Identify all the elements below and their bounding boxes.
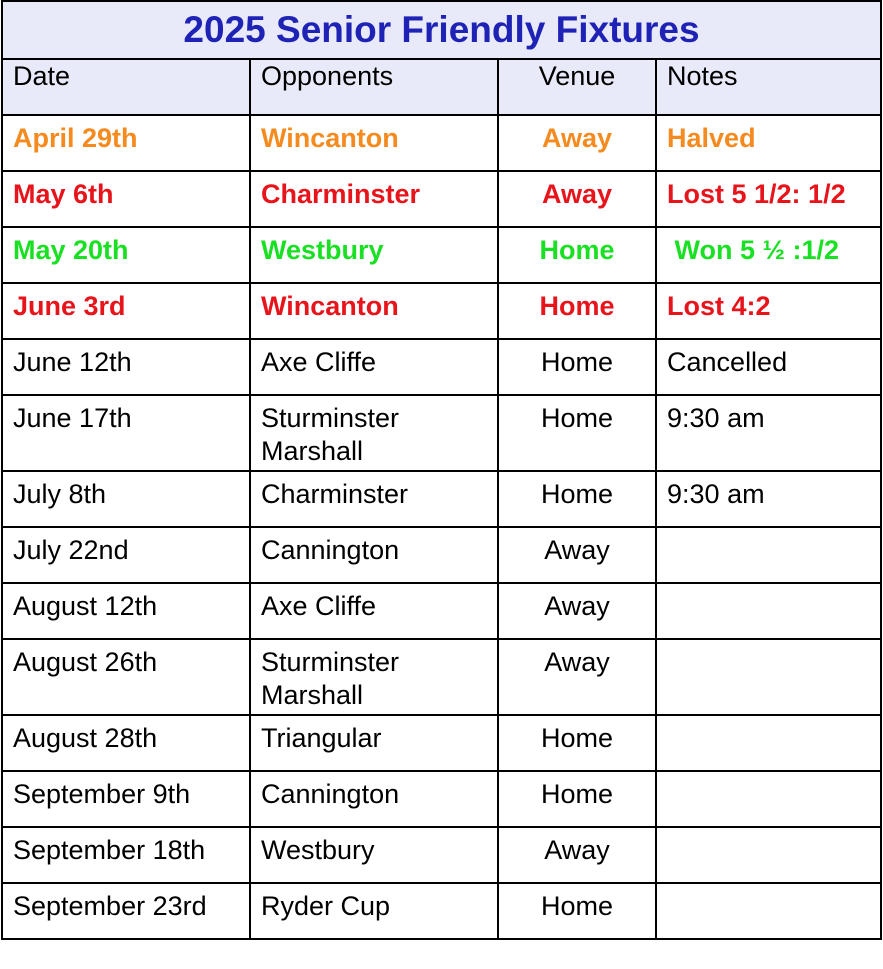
header-row <box>2 59 881 115</box>
fixture-venue: Home <box>498 395 656 471</box>
fixture-notes <box>656 827 881 883</box>
fixture-notes: Lost 4:2 <box>656 283 881 339</box>
fixture-notes: 9:30 am <box>656 471 881 527</box>
fixture-opponents: Cannington <box>250 527 498 583</box>
fixture-notes: Cancelled <box>656 339 881 395</box>
fixture-notes <box>656 715 881 771</box>
fixture-venue: Away <box>498 827 656 883</box>
fixtures-table <box>1 0 882 940</box>
table-row <box>2 115 881 171</box>
table-row <box>2 883 881 939</box>
fixture-notes <box>656 771 881 827</box>
fixture-date: April 29th <box>2 115 250 171</box>
fixture-notes: 9:30 am <box>656 395 881 471</box>
fixture-date: June 17th <box>2 395 250 471</box>
table-row <box>2 283 881 339</box>
fixture-opponents: Cannington <box>250 771 498 827</box>
fixture-notes <box>656 883 881 939</box>
table-row <box>2 171 881 227</box>
fixture-opponents: Axe Cliffe <box>250 583 498 639</box>
fixture-opponents: Westbury <box>250 227 498 283</box>
fixture-date: August 12th <box>2 583 250 639</box>
table-row <box>2 715 881 771</box>
table-row <box>2 339 881 395</box>
fixture-notes: Halved <box>656 115 881 171</box>
fixture-date: June 3rd <box>2 283 250 339</box>
fixture-opponents: Triangular <box>250 715 498 771</box>
fixture-venue: Away <box>498 171 656 227</box>
fixture-date: September 18th <box>2 827 250 883</box>
table-row <box>2 583 881 639</box>
fixture-venue: Home <box>498 771 656 827</box>
fixture-venue: Home <box>498 283 656 339</box>
fixture-date: August 28th <box>2 715 250 771</box>
fixture-date: June 12th <box>2 339 250 395</box>
fixture-notes <box>656 527 881 583</box>
fixture-date: July 22nd <box>2 527 250 583</box>
table-row <box>2 827 881 883</box>
title-row <box>2 1 881 59</box>
fixture-opponents: Sturminster Marshall <box>250 395 498 471</box>
fixture-opponents: Wincanton <box>250 115 498 171</box>
header-notes: Notes <box>656 59 881 115</box>
fixture-date: May 20th <box>2 227 250 283</box>
header-venue: Venue <box>498 59 656 115</box>
fixture-opponents: Charminster <box>250 171 498 227</box>
fixture-venue: Home <box>498 227 656 283</box>
table-row <box>2 771 881 827</box>
fixture-date: August 26th <box>2 639 250 715</box>
table-row <box>2 471 881 527</box>
fixture-opponents: Charminster <box>250 471 498 527</box>
fixture-rows <box>2 115 881 939</box>
table-row <box>2 639 881 715</box>
fixture-opponents: Sturminster Marshall <box>250 639 498 715</box>
table-row <box>2 527 881 583</box>
table-row <box>2 227 881 283</box>
fixture-venue: Home <box>498 883 656 939</box>
fixture-venue: Home <box>498 339 656 395</box>
fixture-venue: Away <box>498 527 656 583</box>
fixture-opponents: Ryder Cup <box>250 883 498 939</box>
fixture-notes: Lost 5 1/2: 1/2 <box>656 171 881 227</box>
fixture-venue: Home <box>498 715 656 771</box>
fixture-date: September 9th <box>2 771 250 827</box>
fixture-notes <box>656 639 881 715</box>
fixture-opponents: Wincanton <box>250 283 498 339</box>
fixture-venue: Away <box>498 115 656 171</box>
fixture-opponents: Axe Cliffe <box>250 339 498 395</box>
fixture-notes <box>656 583 881 639</box>
fixture-notes: Won 5 ½ :1/2 <box>656 227 881 283</box>
fixture-opponents: Westbury <box>250 827 498 883</box>
fixture-date: July 8th <box>2 471 250 527</box>
fixture-date: September 23rd <box>2 883 250 939</box>
fixture-date: May 6th <box>2 171 250 227</box>
fixture-venue: Away <box>498 583 656 639</box>
fixture-venue: Away <box>498 639 656 715</box>
table-row <box>2 395 881 471</box>
header-date: Date <box>2 59 250 115</box>
fixture-venue: Home <box>498 471 656 527</box>
page-title: 2025 Senior Friendly Fixtures <box>2 1 881 59</box>
header-opponents: Opponents <box>250 59 498 115</box>
